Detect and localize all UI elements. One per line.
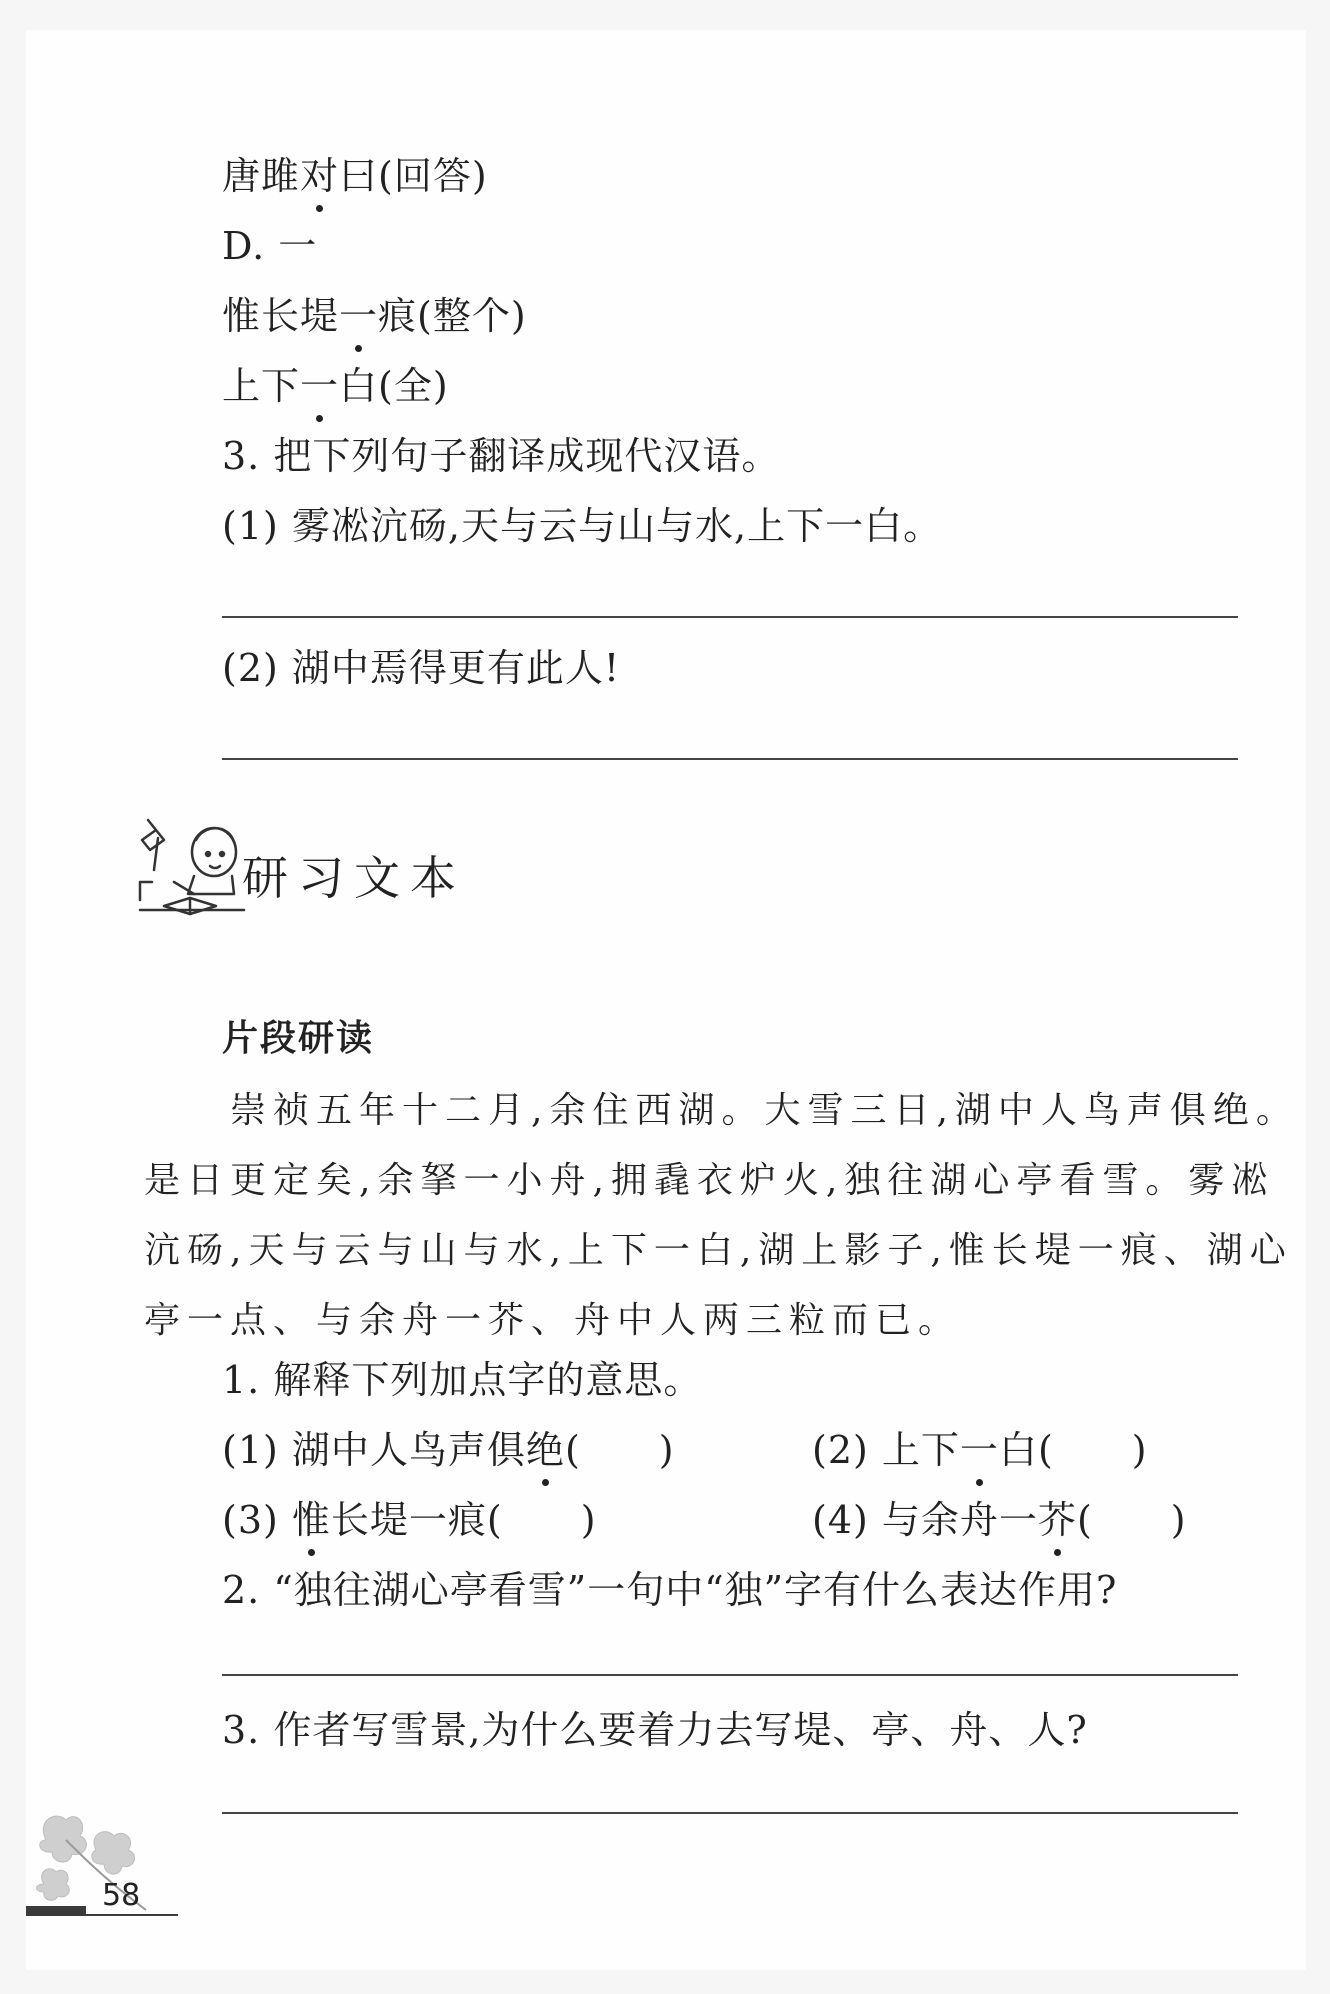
option-label: D. 一 xyxy=(222,224,318,268)
answer-item: 惟长堤一痕(整个) xyxy=(222,294,527,338)
dotted-char: 一 xyxy=(300,364,340,408)
dotted-char: 对 xyxy=(300,154,340,198)
answer-item: 上下一白(全) xyxy=(222,364,449,408)
dotted-char: 一 xyxy=(959,1428,999,1472)
question-2: 2. “独往湖心亭看雪”一句中“独”字有什么表达作用? xyxy=(222,1568,1118,1612)
studying-child-icon xyxy=(134,810,254,920)
sub-item: (4) 与余舟一芥( ) xyxy=(812,1498,1187,1542)
dotted-char: 一 xyxy=(339,294,379,338)
passage-line: 是日更定矣,余拏一小舟,拥毳衣炉火,独往湖心亭看雪。雾凇 xyxy=(144,1160,1275,1201)
answer-line[interactable] xyxy=(222,1674,1238,1676)
dotted-char: 惟 xyxy=(291,1498,331,1542)
workbook-page xyxy=(26,30,1306,1970)
answer-item: 唐雎对曰(回答) xyxy=(222,154,488,198)
dotted-char: 芥 xyxy=(1037,1498,1077,1542)
sentence-1: (1) 雾凇沆砀,天与云与山与水,上下一白。 xyxy=(222,504,943,548)
passage-line: 亭一点、与余舟一芥、舟中人两三粒而已。 xyxy=(144,1300,962,1341)
answer-line[interactable] xyxy=(222,616,1238,618)
sub-item: (2) 上下一白( ) xyxy=(812,1428,1148,1472)
footer-bar xyxy=(26,1906,86,1916)
answer-line[interactable] xyxy=(222,758,1238,760)
sub-item: (1) 湖中人鸟声俱绝( ) xyxy=(222,1428,675,1472)
question-3: 3. 作者写雪景,为什么要着力去写堤、亭、舟、人? xyxy=(222,1708,1088,1752)
passage-line: 崇祯五年十二月,余住西湖。大雪三日,湖中人鸟声俱绝。 xyxy=(144,1090,1299,1131)
sub-item: (3) 惟长堤一痕( ) xyxy=(222,1498,597,1542)
answer-line[interactable] xyxy=(222,1812,1238,1814)
page-number: 58 xyxy=(102,1878,141,1913)
question-heading: 3. 把下列句子翻译成现代汉语。 xyxy=(222,434,781,478)
section-title: 研习文本 xyxy=(242,851,466,905)
subsection-title: 片段研读 xyxy=(222,1018,375,1059)
dotted-char: 绝 xyxy=(525,1428,565,1472)
passage-line: 沆砀,天与云与山与水,上下一白,湖上影子,惟长堤一痕、湖心 xyxy=(144,1230,1293,1271)
sentence-2: (2) 湖中焉得更有此人! xyxy=(222,646,621,690)
leaf-decoration-icon xyxy=(26,1800,166,1920)
footer-rule xyxy=(86,1914,178,1916)
question-1: 1. 解释下列加点字的意思。 xyxy=(222,1358,703,1402)
